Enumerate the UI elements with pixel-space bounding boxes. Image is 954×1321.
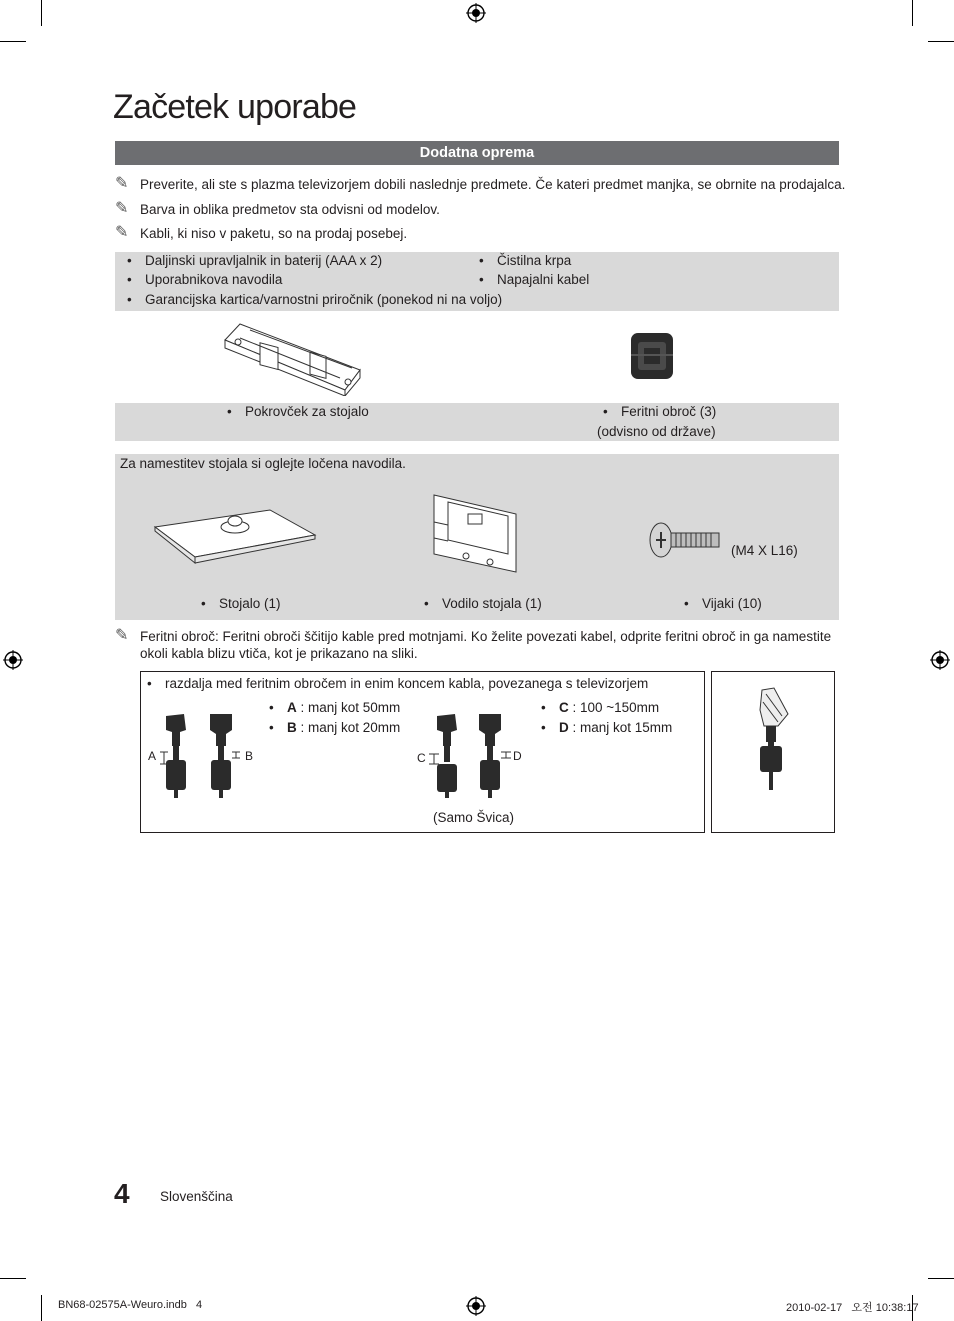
crop-mark [928,1278,954,1279]
part-label-stand: • Stojalo (1) [219,595,281,613]
registration-mark-icon [466,1296,486,1316]
crop-mark [0,1278,26,1279]
registration-mark-icon [930,650,950,670]
cable-ferrite-ab-image [160,710,240,798]
ferrite-note-line1: Feritni obroč: Feritni obroči ščitijo kable pred motnjami. Ko želite povezati kabel, odprite feritni obroč in ga namestite [140,629,832,644]
list-item: • Čistilna krpa [497,252,571,270]
list-item: • Garancijska kartica/varnostni priročnik (ponekod ni na voljo) [145,291,502,309]
part-label-stand-guide: • Vodilo stojala (1) [442,595,542,613]
label-a: A [148,749,157,763]
part-label-screws: • Vijaki (10) [702,595,762,613]
part-label-ferrite: • Feritni obroč (3) [621,403,716,421]
screw-size-label: (M4 X L16) [731,543,798,558]
crop-mark [41,0,42,26]
label-c: C [417,751,426,765]
note-pencil-icon: ✎ [115,175,129,192]
crop-mark [0,41,26,42]
distance-d-item: • D : manj kot 15mm [559,719,672,737]
part-note-ferrite: (odvisno od države) [597,424,716,439]
list-item: • Uporabnikova navodila [145,271,282,289]
crop-mark [928,41,954,42]
note-text: Kabli, ki niso v paketu, so na prodaj posebej. [140,226,408,241]
distance-c-item: • C : 100 ~150mm [559,699,659,717]
cable-ferrite-cd-image [427,710,517,798]
note-text: Preverite, ali ste s plazma televizorjem dobili naslednje predmete. Če kateri predmet manjka, se obrnite na prodajalca. [140,177,846,192]
distance-heading: • razdalja med feritnim obročem in enim koncem kabla, povezanega s televizorjem [165,675,648,693]
section-header: Dodatna oprema [115,141,839,165]
scart-cable-image [748,686,796,792]
crop-mark [912,0,913,26]
list-item: • Daljinski upravljalnik in baterij (AAA x 2) [145,252,382,270]
note-pencil-icon: ✎ [115,627,129,644]
page-title: Začetek uporabe [113,88,357,126]
stand-image [150,505,318,565]
note-pencil-icon: ✎ [115,200,129,217]
swiss-note: (Samo Švica) [433,810,515,825]
stand-guide-image [428,492,524,576]
language-label: Slovenščina [160,1189,233,1204]
crop-mark [41,1295,42,1321]
parts-label-panel [115,403,839,441]
ferrite-note-line2: okoli kabla blizu vtiča, kot je prikazano na sliki. [140,646,418,661]
list-item: • Napajalni kabel [497,271,589,289]
page-number: 4 [114,1178,130,1209]
label-b: B [245,749,254,763]
screw-image [648,520,724,560]
stand-intro-text: Za namestitev stojala si oglejte ločena navodila. [120,456,406,471]
note-pencil-icon: ✎ [115,224,129,241]
label-d: D [513,749,522,763]
note-text: Barva in oblika predmetov sta odvisni od modelov. [140,202,440,217]
distance-b-item: • B : manj kot 20mm [287,719,400,737]
footer-file-info: BN68-02575A-Weuro.indb 4 [58,1299,203,1311]
ferrite-core-image [628,330,676,382]
distance-a-item: • A : manj kot 50mm [287,699,400,717]
stand-cover-image [220,318,365,396]
registration-mark-icon [3,650,23,670]
registration-mark-icon [466,3,486,23]
footer-timestamp: 2010-02-17 오전 10:38:17 [786,1302,919,1314]
part-label-stand-cover: • Pokrovček za stojalo [245,403,369,421]
